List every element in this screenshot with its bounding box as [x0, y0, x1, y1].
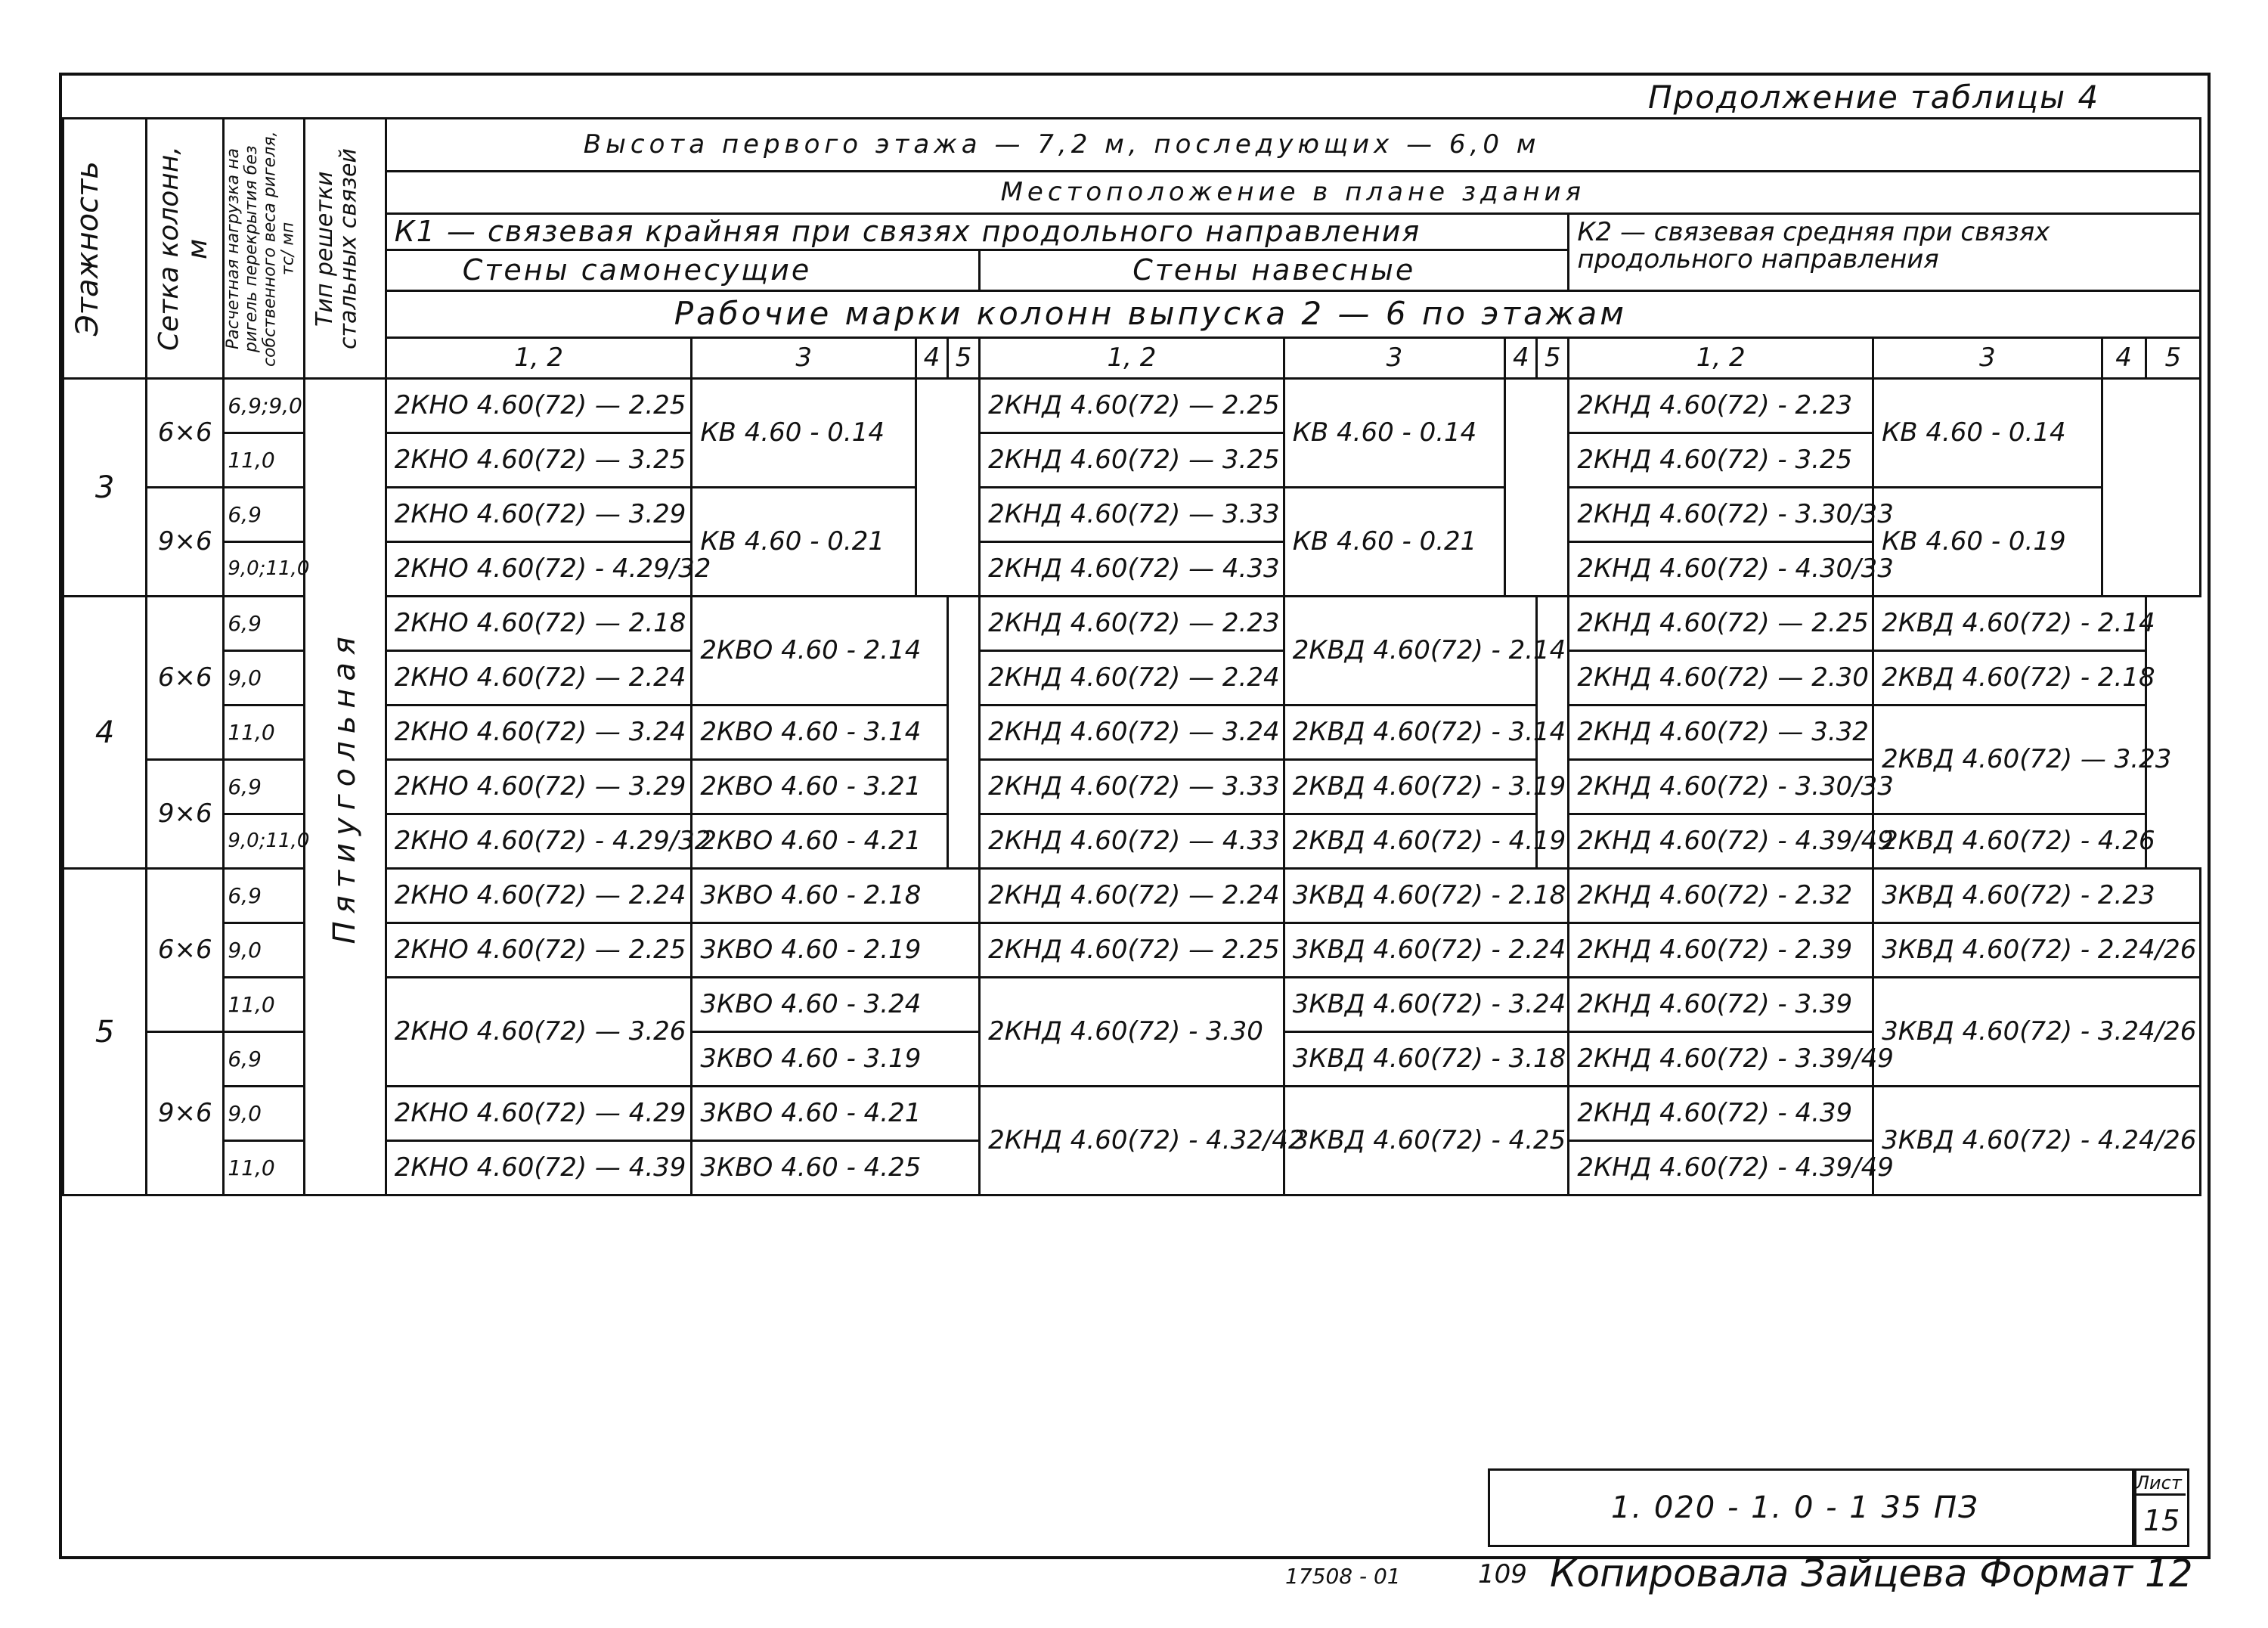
- empty-cell: [916, 379, 979, 597]
- mark-cell: 2КНД 4.60(72) — 2.24: [980, 651, 1284, 705]
- mark-cell: 2КНО 4.60(72) — 3.29: [386, 760, 692, 814]
- archive-number: 109: [1478, 1559, 1527, 1589]
- mark-cell: 2КВД 4.60(72) - 3.14: [1284, 705, 1537, 760]
- grid-cell: 6×6: [147, 597, 224, 760]
- mark-cell: 2КНО 4.60(72) - 4.29/32: [386, 814, 692, 869]
- mark-cell: 2КНД 4.60(72) - 3.30/33: [1569, 760, 1873, 814]
- mark-cell: 2КВД 4.60(72) - 4.19: [1284, 814, 1537, 869]
- mark-cell: 2КНО 4.60(72) — 3.24: [386, 705, 692, 760]
- empty-cell: [2102, 379, 2200, 597]
- mark-cell: 3КВД 4.60(72) - 2.24/26: [1873, 923, 2201, 978]
- load-cell: 11,0: [224, 978, 304, 1032]
- header-grid-text: Сетка колонн, м: [153, 146, 213, 351]
- mark-cell: 2КНД 4.60(72) — 4.33: [980, 542, 1284, 597]
- mark-cell: 2КНД 4.60(72) - 2.32: [1569, 869, 1873, 923]
- mark-cell: 2КВД 4.60(72) - 3.19: [1284, 760, 1537, 814]
- grid-cell: 6×6: [147, 869, 224, 1032]
- mark-cell: 2КВО 4.60 - 3.14: [692, 705, 948, 760]
- load-cell: 6,9: [224, 597, 304, 651]
- table-continuation-caption: Продолжение таблицы 4: [1648, 79, 2100, 116]
- mark-cell: КВ 4.60 - 0.19: [1873, 488, 2102, 597]
- mark-cell: 2КВО 4.60 - 3.21: [692, 760, 948, 814]
- mark-cell: 3КВО 4.60 - 2.19: [692, 923, 980, 978]
- mark-cell: 3КВД 4.60(72) - 3.24: [1284, 978, 1569, 1032]
- mark-cell: 2КНД 4.60(72) — 3.33: [980, 760, 1284, 814]
- mark-cell: 2КНО 4.60(72) — 2.24: [386, 651, 692, 705]
- mark-cell: 2КНД 4.60(72) — 3.24: [980, 705, 1284, 760]
- grid-cell: 6×6: [147, 379, 224, 488]
- mark-cell: 2КВД 4.60(72) - 2.14: [1284, 597, 1537, 705]
- mark-cell: 2КНД 4.60(72) - 4.39/49: [1569, 814, 1873, 869]
- load-cell: 9,0: [224, 1087, 304, 1141]
- header-grid: [147, 119, 224, 379]
- mark-cell: 2КВО 4.60 - 4.21: [692, 814, 948, 869]
- mark-cell: 2КНД 4.60(72) - 3.25: [1569, 433, 1873, 488]
- k2-title: К2 — связевая средняя при связях продольного направления: [1569, 214, 2201, 291]
- floor-header: 1, 2: [980, 338, 1284, 379]
- storeys-cell: 3: [64, 379, 147, 597]
- header-load: [224, 119, 304, 379]
- mark-cell: 3КВО 4.60 - 4.25: [692, 1141, 980, 1195]
- load-cell: 11,0: [224, 705, 304, 760]
- mark-cell: 3КВО 4.60 - 2.18: [692, 869, 980, 923]
- load-cell: 11,0: [224, 433, 304, 488]
- mark-cell: 2КНД 4.60(72) - 3.30: [980, 978, 1284, 1087]
- floor-header: 1, 2: [1569, 338, 1873, 379]
- mark-cell: 2КВО 4.60 - 2.14: [692, 597, 948, 705]
- mark-cell: 2КНО 4.60(72) — 3.26: [386, 978, 692, 1087]
- mark-cell: 3КВО 4.60 - 3.24: [692, 978, 980, 1032]
- floor-header: 5: [1537, 338, 1569, 379]
- mark-cell: 2КНО 4.60(72) — 4.39: [386, 1141, 692, 1195]
- mark-cell: 2КНО 4.60(72) — 3.29: [386, 488, 692, 542]
- mark-cell: КВ 4.60 - 0.14: [1873, 379, 2102, 488]
- header-load-text: Расчетная нагрузка на ригель перекрытия без собственного веса ригеля, тс/ мп: [224, 130, 298, 367]
- floor-header: 4: [2102, 338, 2146, 379]
- mark-cell: 2КНД 4.60(72) — 2.25: [1569, 597, 1873, 651]
- mark-cell: 2КНД 4.60(72) - 4.30/33: [1569, 542, 1873, 597]
- mark-cell: 2КНД 4.60(72) - 2.39: [1569, 923, 1873, 978]
- mark-cell: КВ 4.60 - 0.21: [692, 488, 916, 597]
- storeys-cell: 5: [64, 869, 147, 1195]
- mark-cell: 2КВД 4.60(72) — 3.23: [1873, 705, 2146, 814]
- mark-cell: 3КВД 4.60(72) - 2.23: [1873, 869, 2201, 923]
- floor-header: 3: [692, 338, 916, 379]
- empty-cell: [1505, 379, 1569, 597]
- header-lattice: [304, 119, 386, 379]
- mark-cell: 2КВД 4.60(72) - 2.14: [1873, 597, 2146, 651]
- location-title: Местоположение в плане здания: [386, 172, 2200, 214]
- document-code: 1. 020 - 1. 0 - 1 35 ПЗ: [1611, 1490, 1979, 1525]
- archive-code: 17508 - 01: [1285, 1564, 1401, 1589]
- mark-cell: 2КНО 4.60(72) — 2.24: [386, 869, 692, 923]
- mark-cell: 2КНД 4.60(72) - 2.23: [1569, 379, 1873, 433]
- lattice-cell: [304, 379, 386, 1195]
- mark-cell: 2КНО 4.60(72) — 2.25: [386, 923, 692, 978]
- column-marks-table: [62, 117, 2201, 1196]
- load-cell: 6,9: [224, 869, 304, 923]
- header-storeys: [64, 119, 147, 379]
- mark-cell: 2КНД 4.60(72) — 4.33: [980, 814, 1284, 869]
- mark-cell: 2КНД 4.60(72) — 2.23: [980, 597, 1284, 651]
- grid-cell: 9×6: [147, 1032, 224, 1195]
- mark-cell: 3КВД 4.60(72) - 2.24: [1284, 923, 1569, 978]
- mark-cell: 2КНД 4.60(72) - 3.39/49: [1569, 1032, 1873, 1087]
- mark-cell: 2КНД 4.60(72) — 3.33: [980, 488, 1284, 542]
- table-row: [64, 379, 2201, 433]
- storeys-cell: 4: [64, 597, 147, 869]
- mark-cell: 2КНО 4.60(72) - 4.29/32: [386, 542, 692, 597]
- mark-cell: 2КНО 4.60(72) — 3.25: [386, 433, 692, 488]
- mark-cell: 2КНД 4.60(72) - 4.32/42: [980, 1087, 1284, 1195]
- mark-cell: 2КНО 4.60(72) — 2.18: [386, 597, 692, 651]
- k1-title: К1 — связевая крайняя при связях продольного направления: [386, 214, 1569, 250]
- mark-cell: 2КНД 4.60(72) - 3.39: [1569, 978, 1873, 1032]
- title-block: [1488, 1468, 2136, 1547]
- lattice-text: Пятиугольная: [327, 629, 363, 944]
- mark-cell: 2КНД 4.60(72) - 3.30/33: [1569, 488, 1873, 542]
- mark-cell: 3КВД 4.60(72) - 3.18: [1284, 1032, 1569, 1087]
- empty-cell: [948, 597, 980, 869]
- height-title: Высота первого этажа — 7,2 м, последующих — 6,0 м: [386, 119, 2200, 172]
- hung-walls-title: Стены навесные: [980, 250, 1569, 291]
- load-cell: 6,9: [224, 1032, 304, 1087]
- sheet-number: 15: [2143, 1504, 2180, 1537]
- load-cell: 6,9;9,0: [224, 379, 304, 433]
- load-cell: 9,0: [224, 923, 304, 978]
- mark-cell: 2КНД 4.60(72) - 4.39/49: [1569, 1141, 1873, 1195]
- mark-cell: КВ 4.60 - 0.21: [1284, 488, 1505, 597]
- mark-cell: 2КНД 4.60(72) — 2.25: [980, 923, 1284, 978]
- mark-cell: 3КВД 4.60(72) - 4.24/26: [1873, 1087, 2201, 1195]
- grid-cell: 9×6: [147, 760, 224, 869]
- mark-cell: 3КВО 4.60 - 3.19: [692, 1032, 980, 1087]
- load-cell: 6,9: [224, 488, 304, 542]
- marks-title: Рабочие марки колонн выпуска 2 — 6 по этажам: [386, 291, 2200, 338]
- mark-cell: 3КВД 4.60(72) - 2.18: [1284, 869, 1569, 923]
- mark-cell: 2КНД 4.60(72) — 2.30: [1569, 651, 1873, 705]
- floor-header: 3: [1873, 338, 2102, 379]
- mark-cell: 2КНД 4.60(72) — 2.24: [980, 869, 1284, 923]
- mark-cell: КВ 4.60 - 0.14: [692, 379, 916, 488]
- mark-cell: 2КНО 4.60(72) — 4.29: [386, 1087, 692, 1141]
- mark-cell: 2КНО 4.60(72) — 2.25: [386, 379, 692, 433]
- mark-cell: КВ 4.60 - 0.14: [1284, 379, 1505, 488]
- mark-cell: 2КНД 4.60(72) - 4.39: [1569, 1087, 1873, 1141]
- sheet-number-box: [2132, 1468, 2189, 1547]
- sheet-label: Лист: [2136, 1472, 2186, 1496]
- load-cell: 11,0: [224, 1141, 304, 1195]
- floor-header: 5: [948, 338, 980, 379]
- floor-header: 4: [916, 338, 947, 379]
- mark-cell: 3КВД 4.60(72) - 3.24/26: [1873, 978, 2201, 1087]
- floor-header: 1, 2: [386, 338, 692, 379]
- self-walls-title: Стены самонесущие: [386, 250, 979, 291]
- mark-cell: 2КНД 4.60(72) — 3.25: [980, 433, 1284, 488]
- header-lattice-text: Тип решетки стальных связей: [311, 147, 362, 349]
- mark-cell: 2КНД 4.60(72) — 2.25: [980, 379, 1284, 433]
- floor-header: 3: [1284, 338, 1505, 379]
- copied-by-note: Копировала Зайцева Формат 12: [1550, 1552, 2193, 1595]
- mark-cell: 3КВО 4.60 - 4.21: [692, 1087, 980, 1141]
- load-cell: 9,0: [224, 651, 304, 705]
- mark-cell: 2КНД 4.60(72) — 3.32: [1569, 705, 1873, 760]
- mark-cell: 3КВД 4.60(72) - 4.25: [1284, 1087, 1569, 1195]
- header-storeys-text: Этажность: [70, 160, 105, 336]
- load-cell: 9,0;11,0: [224, 542, 304, 597]
- floor-header: 4: [1505, 338, 1537, 379]
- floor-header: 5: [2146, 338, 2200, 379]
- mark-cell: 2КВД 4.60(72) - 2.18: [1873, 651, 2146, 705]
- load-cell: 9,0;11,0: [224, 814, 304, 869]
- load-cell: 6,9: [224, 760, 304, 814]
- mark-cell: 2КВД 4.60(72) - 4.26: [1873, 814, 2146, 869]
- grid-cell: 9×6: [147, 488, 224, 597]
